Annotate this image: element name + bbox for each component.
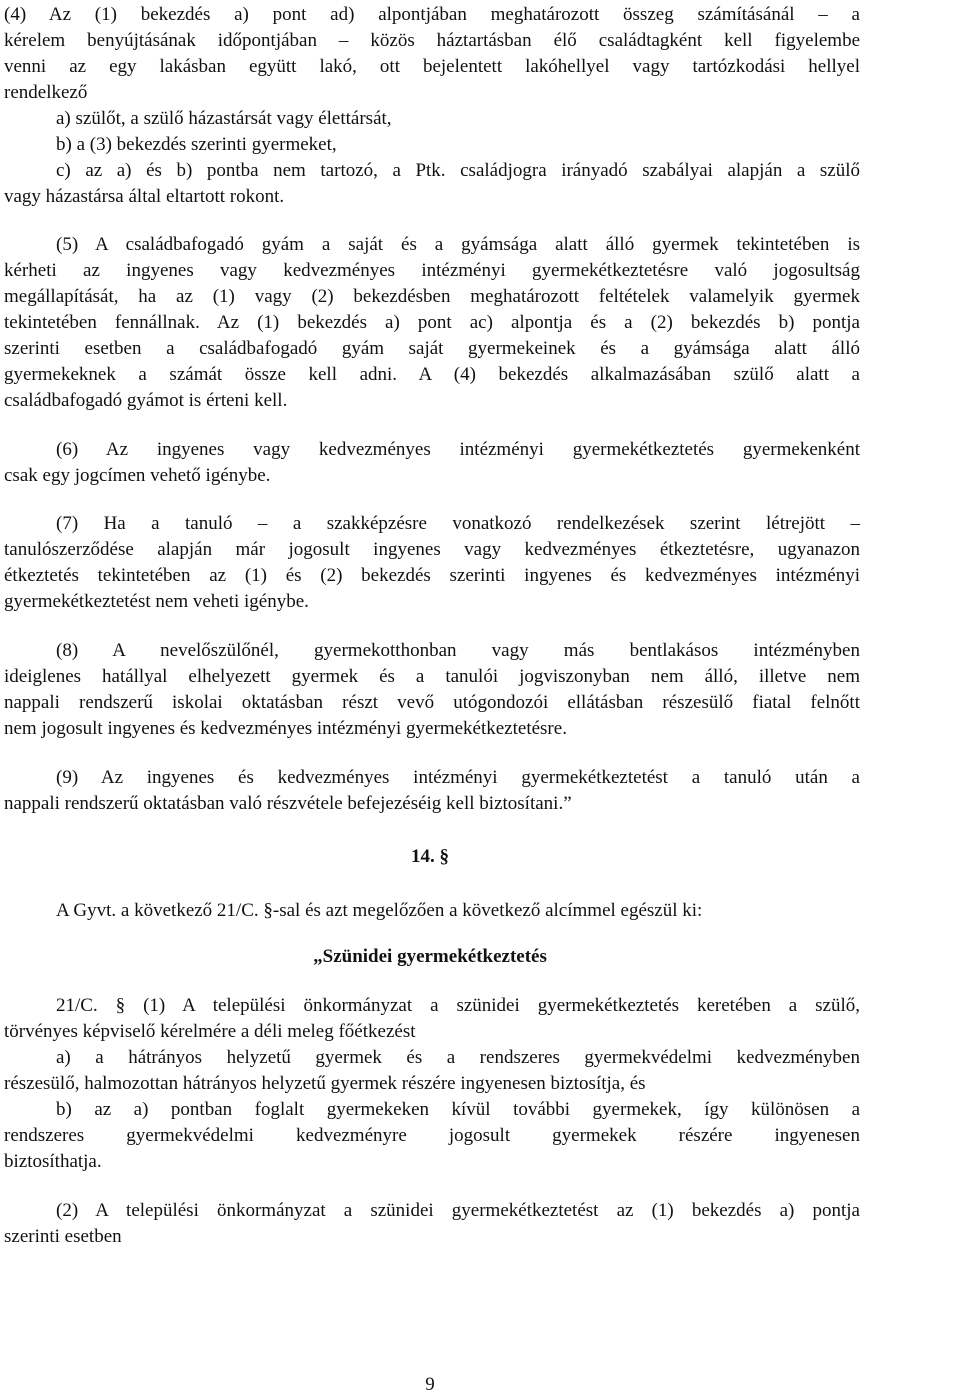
text-line: tekintetében fennállnak. Az (1) bekezdés a) pont ac) alpontja és a (2) bekezdés b) pontja <box>4 312 860 333</box>
list-item-b: b) az a) pontban foglalt gyermekeken kívül további gyermekek, így különösen a <box>56 1099 860 1120</box>
text-line: szerinti esetben a családbafogadó gyám saját gyermekeinek és a gyámsága alatt álló <box>4 338 860 359</box>
text-line: biztosíthatja. <box>4 1151 102 1172</box>
page-number: 9 <box>425 1374 435 1395</box>
text-line: családbafogadó gyámot is érteni kell. <box>4 390 288 411</box>
list-item-a: a) szülőt, a szülő házastársát vagy élettársát, <box>56 108 392 129</box>
text-line: (8) A nevelőszülőnél, gyermekotthonban vagy más bentlakásos intézményben <box>56 640 860 661</box>
section-21c-paragraph-1 <box>4 993 860 1175</box>
text-line: (4) Az (1) bekezdés a) pont ad) alpontjában meghatározott összeg számításánál – a <box>4 4 860 25</box>
text-line: étkeztetés tekintetében az (1) és (2) bekezdés szerinti ingyenes és kedvezményes intézményi <box>4 565 860 586</box>
text-line: rendelkező <box>4 82 88 103</box>
text-line: (7) Ha a tanuló – a szakképzésre vonatkozó rendelkezések szerint létrejött – <box>56 513 860 534</box>
text-line: venni az egy lakásban együtt lakó, ott bejelentett lakóhellyel vagy tartózkodási hellyel <box>4 56 860 77</box>
text-line: gyermekétkeztetést nem veheti igénybe. <box>4 591 309 612</box>
text-line: nappali rendszerű iskolai oktatásban részt vevő utógondozói ellátásban részesülő fiatal felnőtt <box>4 692 860 713</box>
text-line: kérelem benyújtásának időpontjában – közös háztartásban élő családtagként kell figyelembe <box>4 30 860 51</box>
text-line: ideiglenes hatállyal elhelyezett gyermek és a tanulói jogviszonyban nem álló, illetve nem <box>4 666 860 687</box>
paragraph-9 <box>4 765 860 817</box>
paragraph-4 <box>4 2 860 210</box>
text-line: tanulószerződése alapján már jogosult ingyenes vagy kedvezményes étkeztetésre, ugyanazon <box>4 539 860 560</box>
text-line: rendszeres gyermekvédelmi kedvezményre jogosult gyermekek részére ingyenesen <box>4 1125 860 1146</box>
list-item-a: a) a hátrányos helyzetű gyermek és a rendszeres gyermekvédelmi kedvezményben <box>56 1047 860 1068</box>
text-line: megállapítását, ha az (1) vagy (2) bekezdésben meghatározott feltételek valamelyik gyermek <box>4 286 860 307</box>
text-line: kérheti az ingyenes vagy kedvezményes intézményi gyermekétkeztetésre való jogosultság <box>4 260 860 281</box>
paragraph-5 <box>4 232 860 414</box>
section-number: 14. § <box>411 846 449 867</box>
text-line: törvényes képviselő kérelmére a déli meleg főétkezést <box>4 1021 416 1042</box>
list-item-c: c) az a) és b) pontba nem tartozó, a Ptk. családjogra irányadó szabályai alapján a szülő <box>56 160 860 181</box>
text-line: nem jogosult ingyenes és kedvezményes intézményi gyermekétkeztetésre. <box>4 718 567 739</box>
list-item-b: b) a (3) bekezdés szerinti gyermeket, <box>56 134 337 155</box>
text-line: 21/C. § (1) A települési önkormányzat a szünidei gyermekétkeztetés keretében a szülő, <box>56 995 860 1016</box>
section-21c-paragraph-2 <box>4 1198 860 1250</box>
subtitle: „Szünidei gyermekétkeztetés <box>313 946 547 967</box>
text-line: A Gyvt. a következő 21/C. §-sal és azt megelőzően a következő alcímmel egészül ki: <box>56 900 703 921</box>
text-line: (6) Az ingyenes vagy kedvezményes intézményi gyermekétkeztetés gyermekenként <box>56 439 860 460</box>
text-line: vagy házastársa által eltartott rokont. <box>4 186 285 207</box>
text-line: (2) A települési önkormányzat a szünidei gyermekétkeztetést az (1) bekezdés a) pontja <box>56 1200 860 1221</box>
paragraph-7 <box>4 511 860 615</box>
text-line: szerinti esetben <box>4 1226 122 1247</box>
paragraph-8 <box>4 638 860 742</box>
text-line: csak egy jogcímen vehető igénybe. <box>4 465 271 486</box>
section-intro <box>4 898 860 924</box>
text-line: (5) A családbafogadó gyám a saját és a gyámsága alatt álló gyermek tekintetében is <box>56 234 860 255</box>
text-line: (9) Az ingyenes és kedvezményes intézményi gyermekétkeztetést a tanuló után a <box>56 767 860 788</box>
text-line: gyermekeknek a számát össze kell adni. A (4) bekezdés alkalmazásában szülő alatt a <box>4 364 860 385</box>
paragraph-6 <box>4 437 860 489</box>
text-line: részesülő, halmozottan hátrányos helyzetű gyermek részére ingyenesen biztosítja, és <box>4 1073 646 1094</box>
text-line: nappali rendszerű oktatásban való részvétele befejezéséig kell biztosítani.” <box>4 793 572 814</box>
